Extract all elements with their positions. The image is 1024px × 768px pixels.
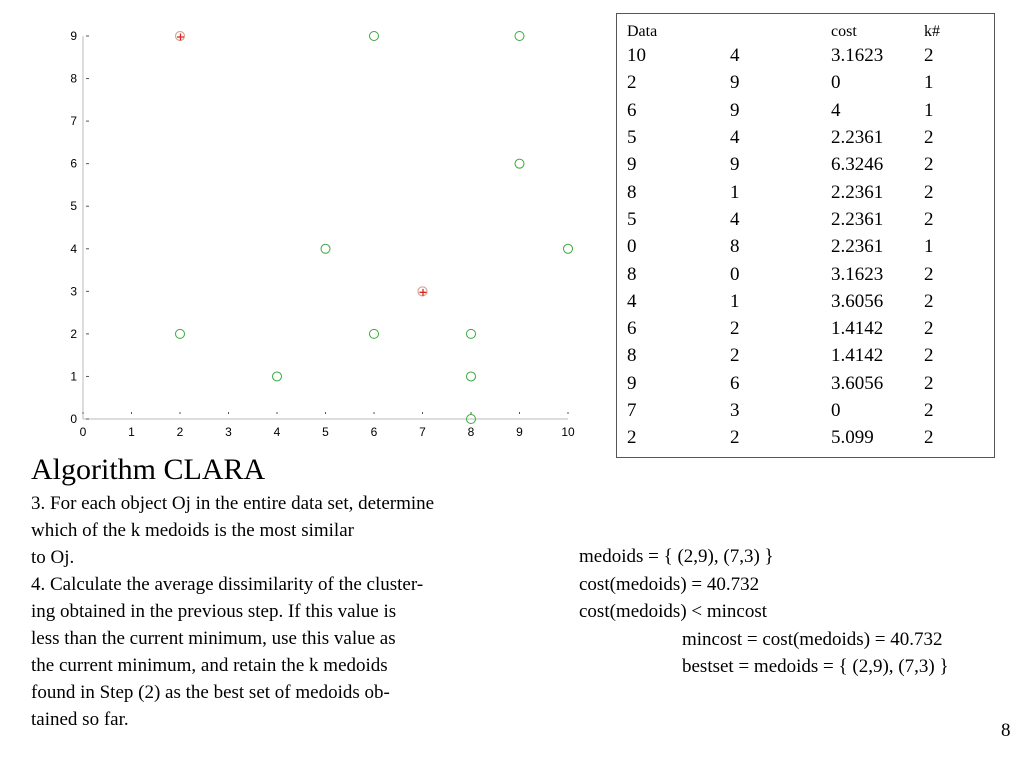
table-cell: 3.1623 xyxy=(831,263,884,285)
data-point xyxy=(467,372,476,381)
step-line: 4. Calculate the average dissimilarity of the cluster- xyxy=(31,574,424,595)
header-cost: cost xyxy=(831,23,857,40)
step-line: ing obtained in the previous step. If this value is xyxy=(31,601,397,622)
x-tick-label: 10 xyxy=(561,425,575,439)
table-cell: 2.2361 xyxy=(831,236,884,258)
table-cell: 0 xyxy=(627,236,637,258)
x-tick-label: 9 xyxy=(516,425,523,439)
step-line: tained so far. xyxy=(31,709,129,730)
cost-line: cost(medoids) = 40.732 xyxy=(579,573,760,595)
y-tick-label: 6 xyxy=(70,156,77,171)
data-point xyxy=(515,159,524,168)
table-cell: 6.3246 xyxy=(831,154,884,176)
table-cell: 2.2361 xyxy=(831,181,884,203)
x-tick-label: 6 xyxy=(370,425,378,439)
mincost-line: mincost = cost(medoids) = 40.732 xyxy=(682,628,943,650)
table-row xyxy=(627,233,984,260)
step-line: to Oj. xyxy=(31,547,75,568)
x-tick-label: 1 xyxy=(128,425,135,439)
y-tick-label: 5 xyxy=(70,199,77,214)
table-row xyxy=(627,69,984,96)
data-point xyxy=(176,329,185,338)
x-tick-label: 8 xyxy=(467,425,475,439)
step-line: the current minimum, and retain the k medoids xyxy=(31,655,388,676)
table-cell: 4 xyxy=(730,127,740,149)
table-row xyxy=(627,97,984,124)
table-cell: 8 xyxy=(627,345,637,367)
table-row xyxy=(627,397,984,424)
table-cell: 2 xyxy=(924,372,934,394)
table-cell: 4 xyxy=(730,45,740,67)
table-cell: 2 xyxy=(924,345,934,367)
step-line: found in Step (2) as the best set of medoids ob- xyxy=(31,682,390,703)
step-line: 3. For each object Oj in the entire data set, determine xyxy=(31,493,435,514)
table-cell: 1 xyxy=(924,99,934,121)
table-cell: 2 xyxy=(730,345,740,367)
data-table xyxy=(627,22,984,451)
algorithm-steps xyxy=(31,490,531,733)
y-tick-label: 7 xyxy=(70,114,77,129)
data-point xyxy=(515,32,524,41)
header-data: Data xyxy=(627,23,658,40)
table-row xyxy=(627,260,984,287)
table-cell: 8 xyxy=(627,181,637,203)
table-cell: 9 xyxy=(627,372,637,394)
table-cell: 1 xyxy=(924,72,934,94)
table-cell: 6 xyxy=(627,99,637,121)
y-tick-label: 1 xyxy=(70,369,77,384)
header-k: k# xyxy=(924,23,940,40)
table-cell: 2 xyxy=(924,208,934,230)
table-cell: 2 xyxy=(924,263,934,285)
table-row xyxy=(627,206,984,233)
table-cell: 2 xyxy=(924,127,934,149)
step-line: which of the k medoids is the most similar xyxy=(31,520,354,541)
slide-title: Algorithm CLARA xyxy=(31,453,266,486)
table-cell: 2 xyxy=(627,72,637,94)
table-cell: 2.2361 xyxy=(831,127,884,149)
table-cell: 6 xyxy=(627,318,637,340)
table-header-row xyxy=(627,22,984,42)
data-point xyxy=(273,372,282,381)
table-cell: 1 xyxy=(730,181,740,203)
medoids-line: medoids = { (2,9), (7,3) } xyxy=(579,546,774,567)
table-cell: 3.6056 xyxy=(831,372,884,394)
table-body xyxy=(627,42,984,451)
table-cell: 9 xyxy=(627,154,637,176)
comparison-line: cost(medoids) < mincost xyxy=(579,601,768,622)
axes xyxy=(70,29,575,439)
data-point xyxy=(467,329,476,338)
table-row xyxy=(627,315,984,342)
x-tick-label: 3 xyxy=(225,425,232,439)
table-row xyxy=(627,178,984,205)
data-table-box xyxy=(616,13,995,458)
page-number: 8 xyxy=(1001,720,1011,741)
scatter-plot xyxy=(0,0,600,450)
table-row xyxy=(627,342,984,369)
table-row xyxy=(627,424,984,451)
table-cell: 4 xyxy=(627,290,637,312)
x-tick-label: 5 xyxy=(322,425,329,439)
table-cell: 6 xyxy=(730,372,740,394)
x-tick-label: 4 xyxy=(273,425,281,439)
table-cell: 7 xyxy=(627,400,637,421)
table-cell: 5 xyxy=(627,208,637,230)
table-cell: 2 xyxy=(924,290,934,312)
table-cell: 1.4142 xyxy=(831,318,884,340)
y-tick-label: 0 xyxy=(70,412,77,426)
x-tick-label: 0 xyxy=(79,425,87,439)
table-cell: 2 xyxy=(924,318,934,340)
table-row xyxy=(627,151,984,178)
y-tick-label: 8 xyxy=(70,71,77,86)
table-cell: 1 xyxy=(730,290,740,312)
x-tick-label: 2 xyxy=(176,425,184,439)
table-cell: 9 xyxy=(730,154,740,176)
table-cell: 2 xyxy=(627,427,637,449)
y-tick-label: 9 xyxy=(70,29,77,43)
table-cell: 0 xyxy=(831,400,841,421)
table-cell: 3.1623 xyxy=(831,45,884,67)
table-row xyxy=(627,288,984,315)
table-cell: 2 xyxy=(924,181,934,203)
medoids-summary xyxy=(579,543,949,681)
table-cell: 10 xyxy=(627,45,646,67)
table-cell: 2 xyxy=(924,154,934,176)
table-cell: 1 xyxy=(924,236,934,258)
table-cell: 3 xyxy=(730,400,740,421)
data-point xyxy=(321,244,330,253)
table-cell: 2 xyxy=(924,45,934,67)
bestset-line: bestset = medoids = { (2,9), (7,3) } xyxy=(682,656,949,677)
table-cell: 2 xyxy=(924,400,934,421)
y-tick-label: 3 xyxy=(70,284,77,299)
table-row xyxy=(627,42,984,69)
table-cell: 5.099 xyxy=(831,427,874,449)
table-row xyxy=(627,370,984,397)
table-row xyxy=(627,124,984,151)
table-cell: 3.6056 xyxy=(831,290,884,312)
table-cell: 5 xyxy=(627,127,637,149)
table-cell: 1.4142 xyxy=(831,345,884,367)
header-blank xyxy=(730,22,831,42)
table-cell: 9 xyxy=(730,99,740,121)
data-point xyxy=(564,244,573,253)
table-cell: 0 xyxy=(831,72,841,94)
x-tick-label: 7 xyxy=(419,425,426,439)
table-cell: 4 xyxy=(730,208,740,230)
table-cell: 0 xyxy=(730,263,740,285)
y-tick-label: 4 xyxy=(70,241,77,256)
y-tick-label: 2 xyxy=(70,326,77,341)
table-cell: 8 xyxy=(730,236,740,258)
table-cell: 8 xyxy=(627,263,637,285)
step-line: less than the current minimum, use this value as xyxy=(31,628,396,649)
table-cell: 4 xyxy=(831,99,841,121)
data-point xyxy=(370,32,379,41)
table-cell: 2 xyxy=(730,318,740,340)
table-cell: 2 xyxy=(924,427,934,449)
data-point xyxy=(370,329,379,338)
table-cell: 9 xyxy=(730,72,740,94)
table-cell: 2.2361 xyxy=(831,208,884,230)
data-points xyxy=(176,32,573,424)
table-cell: 2 xyxy=(730,427,740,449)
